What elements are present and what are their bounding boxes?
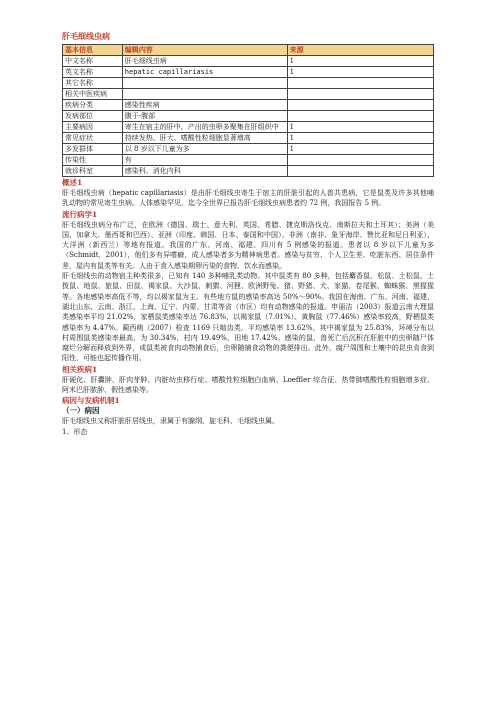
row-value: hepatic capillariasis	[122, 67, 287, 78]
row-label: 中文名称	[63, 56, 123, 67]
table-header-cell: 编辑内容	[122, 45, 287, 56]
table-row	[63, 144, 434, 155]
document-page	[62, 30, 434, 437]
table-header-row	[63, 45, 434, 56]
row-value: 感染性疾病	[122, 100, 287, 111]
table-row	[63, 78, 434, 89]
row-label: 其它名称	[63, 78, 123, 89]
row-source	[287, 100, 433, 111]
info-table	[62, 44, 434, 177]
row-source: 1	[287, 56, 433, 67]
cause-paragraph: 肝毛细线虫又称肝脏肝居线虫，隶属于有腺纲、旋毛科、毛细线虫属。	[62, 417, 279, 426]
row-value: 肝毛细线虫病	[122, 56, 287, 67]
row-source	[287, 78, 433, 89]
row-label: 英文名称	[63, 67, 123, 78]
table-row	[63, 155, 434, 166]
section-heading-epidemiology: 流行病学1	[62, 209, 98, 219]
row-value: 以 8 岁以下儿童为多	[122, 144, 287, 155]
row-source: 1	[287, 67, 433, 78]
row-value	[122, 78, 287, 89]
section-heading-pathogenesis: 病因与发病机制1	[62, 396, 120, 406]
related-paragraph: 肝硬化、肝囊肿、肝肉芽肿、内脏幼虫移行症、嗜酸性粒细胞白血病、Loeffler 综合征、热带肺嗜酸性粒细胞增多症、阿米巴肝脓肿、假性感染等。	[62, 375, 434, 395]
section-heading-related: 相关疾病1	[62, 364, 98, 374]
row-label: 传染性	[63, 155, 123, 166]
subheading-morphology: 1、形态	[62, 427, 88, 436]
row-value: 寄生在宿主的肝中，产出的虫卵多聚集在肝组织中	[122, 122, 287, 133]
row-label: 多发群体	[63, 144, 123, 155]
table-row	[63, 111, 434, 122]
page-title: 肝毛细线虫病	[62, 31, 110, 41]
table-row	[63, 56, 434, 67]
row-value: 感染科、消化内科	[122, 166, 287, 177]
table-row	[63, 100, 434, 111]
row-label: 常见症状	[63, 133, 123, 144]
row-source: 1	[287, 144, 433, 155]
table-row	[63, 133, 434, 144]
epidemiology-paragraph-1: 肝毛细线虫病分布广泛，在欧洲（德国、瑞士、意大利、英国、希腊、捷克斯洛伐克、南斯拉夫和土耳其）；美洲（美国、加拿大、墨西哥和巴西）、亚洲（印度、韩国、日本、泰国和中国）、非洲（南非、象牙海岸、赞比亚和尼日利亚）、大洋洲（新西兰）等地有报道。我国的广东、河南、福建、四川有 5 例感染的报道。患者以 8 岁以下儿童为多（Schmidt，2001），他们多有异嗜癖，成人感染者多为精神病患者。感染与贫穷、个人卫生差、吃脏东西、居住条件差，屋内有鼠类等有关。人由于食入感染期卵污染的食物、饮水而感染。	[62, 220, 434, 270]
row-source	[287, 111, 433, 122]
row-label: 相关中医疾病	[63, 89, 123, 100]
row-source	[287, 166, 433, 177]
row-label: 就诊科室	[63, 166, 123, 177]
row-source	[287, 155, 433, 166]
table-row	[63, 166, 434, 177]
row-label: 主要病因	[63, 122, 123, 133]
table-header-cell: 基本信息	[63, 45, 123, 56]
section-heading-overview: 概述1	[62, 178, 83, 187]
row-value	[122, 89, 287, 100]
subheading-cause: （一）病因	[62, 406, 100, 416]
row-value: 有	[122, 155, 287, 166]
row-label: 发病部位	[63, 111, 123, 122]
row-source: 1	[287, 133, 433, 144]
epidemiology-paragraph-2: 肝毛细线虫的动物宿主种类很多，已知有 140 多种哺乳类动物。其中鼠类有 80 多种，包括麝香鼠、松鼠、土松鼠、土拨鼠、地鼠、旅鼠、田鼠、褐家鼠、大沙鼠、刺猬、河狸、欧洲野兔、猪、野猪、犬、家猫、卷尾猴、蜘蛛猴、黑猩猩等。各地感染率高低不等，均以褐家鼠为主。有些地方鼠的感染率高达 50%～90%。我国在海南、广东、河南、福建、湖北山东、云南、浙江、上海、辽宁、内蒙、甘肃等省（市区）均有动物感染的报道。申丽洁（2003）报道云南大理鼠类感染率平均 21.02%，家栖鼠类感染率达 76.83%，以褐家鼠（7.01%）、黄胸鼠（77.46%）感染率较高，野栖鼠类感染率为 4.47%。蔺西萌（2007）检查 1169 只啮齿类，平均感染率 13.62%，其中褐家鼠为 25.83%，环境分布以村周围鼠类感染率最高，为 30.34%，村内 19.49%，田地 17.42%。感染的鼠、兽死亡后沉积在肝脏中的虫卵随尸体腐烂分解而释放到外界，或鼠类被食肉动物捕食后，虫卵随捕食动物的粪便排出。此外，腐尸周围和土壤中的昆虫肯食到阳性，可能也起传播作用。	[62, 272, 434, 363]
row-value: 腹于-腹部	[122, 111, 287, 122]
table-header-cell: 来源	[287, 45, 433, 56]
row-source	[287, 89, 433, 100]
row-value: 持续发热、肝大、嗜酸性粒细胞显著增高	[122, 133, 287, 144]
table-row	[63, 67, 434, 78]
overview-paragraph: 肝毛细线虫病（hepatic capillariasis）是由肝毛细线虫寄生于宿主的肝脏引起的人兽共患病，它是鼠类及许多其他哺乳动物的常见寄生虫病。人体感染罕见，迄今全世界已报告肝毛细线虫病患者约 72 例，我国报告 5 例。	[62, 189, 434, 208]
table-row	[63, 122, 434, 133]
row-source: 1	[287, 122, 433, 133]
table-row	[63, 89, 434, 100]
row-label: 疾病分类	[63, 100, 123, 111]
